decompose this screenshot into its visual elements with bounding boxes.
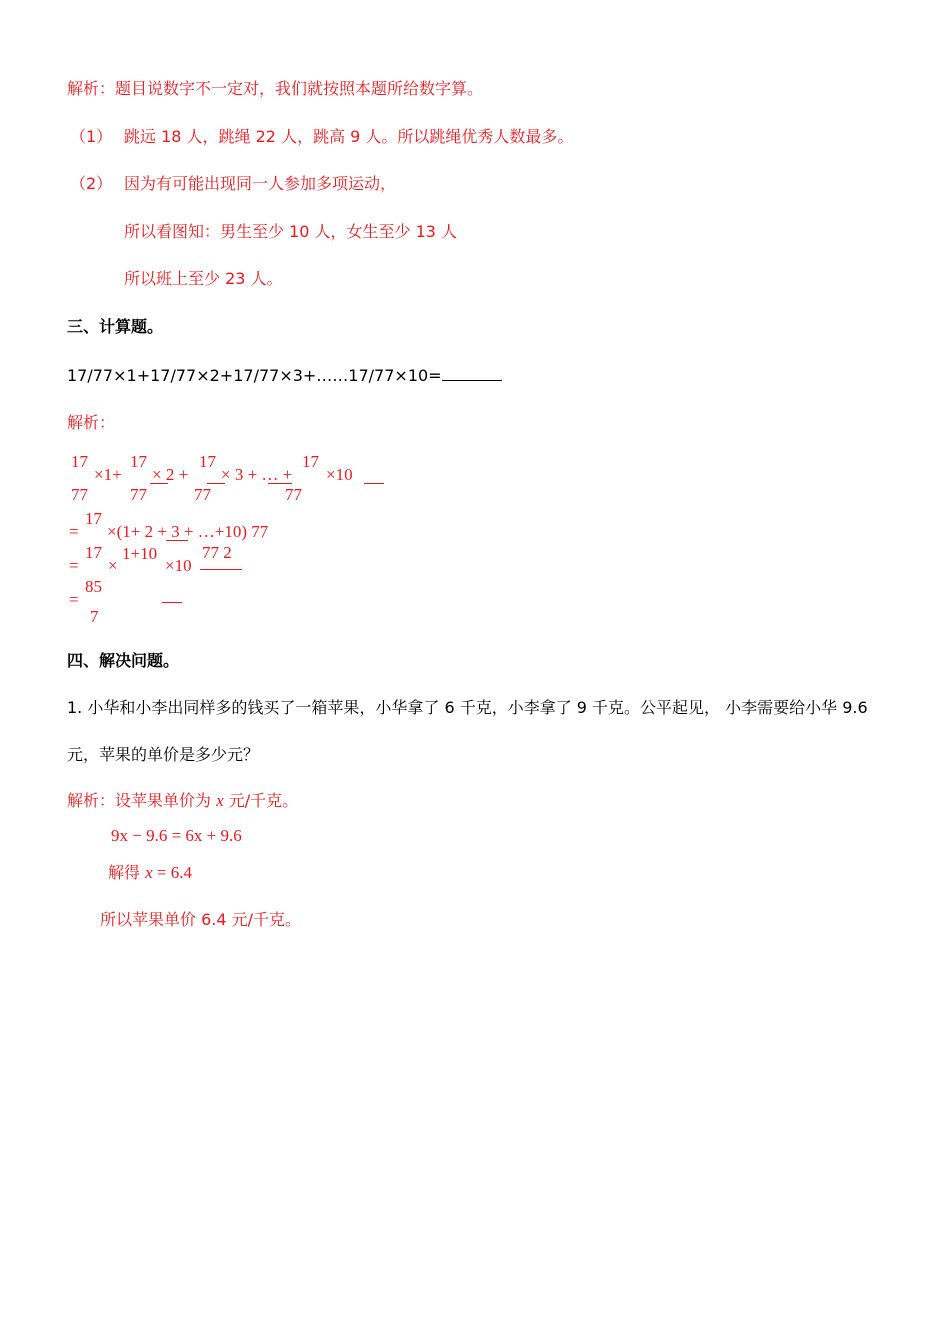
part2-line3: 所以班上至少 23 人。 bbox=[124, 269, 283, 288]
math-l1-op1: ×1+ bbox=[94, 465, 122, 484]
analysis-intro: 解析：题目说数字不一定对，我们就按照本题所给数字算。 bbox=[67, 79, 484, 98]
math-l3-equals: = bbox=[69, 556, 79, 575]
math-l3-frac: 1+10 bbox=[122, 544, 158, 563]
solve-variable: x bbox=[145, 863, 153, 882]
math-l2-equals: = bbox=[69, 522, 79, 541]
math-l3-times: × bbox=[108, 556, 118, 575]
solve-pre: 解得 bbox=[108, 863, 146, 882]
q1-conclusion: 所以苹果单价 6.4 元/千克。 bbox=[100, 910, 302, 929]
part2-number: （2） bbox=[70, 174, 113, 193]
part1-text: 跳远 18 人，跳绳 22 人，跳高 9 人。所以跳绳优秀人数最多。 bbox=[124, 127, 574, 146]
question-expression: 17/77×1+17/77×2+17/77×3+……17/77×10= bbox=[67, 366, 442, 385]
math-l1-fracbar2 bbox=[150, 483, 168, 484]
math-l1-op2: × 2 + bbox=[152, 465, 189, 484]
solution-line bbox=[108, 862, 192, 884]
math-l4-equals: = bbox=[69, 590, 79, 609]
math-l1-op3: × 3 + … + bbox=[221, 465, 293, 484]
math-l4-den: 7 bbox=[90, 607, 99, 626]
q1-analysis bbox=[67, 790, 298, 812]
math-l2-strike bbox=[166, 540, 188, 541]
section4-heading: 四、解决问题。 bbox=[67, 651, 180, 670]
part2-line2: 所以看图知：男生至少 10 人，女生至少 13 人 bbox=[124, 222, 458, 241]
math-l1-num3: 17 bbox=[199, 452, 216, 471]
answer-blank bbox=[442, 364, 502, 381]
math-l1-den3: 77 bbox=[194, 485, 211, 504]
math-l3-rest: ×10 bbox=[165, 556, 192, 575]
math-l1-trailing-line bbox=[364, 483, 384, 484]
math-l4-num: 85 bbox=[85, 577, 102, 596]
math-l2-rest: ×(1+ 2 + 3 + …+10) 77 bbox=[107, 522, 269, 541]
section3-question bbox=[67, 364, 502, 387]
math-l3-num: 17 bbox=[85, 543, 102, 562]
part1-number: （1） bbox=[70, 127, 113, 146]
math-l1-den1: 77 bbox=[71, 485, 88, 504]
analysis-pre: 解析：设苹果单价为 bbox=[67, 791, 217, 810]
math-l1-num2: 17 bbox=[130, 452, 147, 471]
math-l3-fracbar bbox=[200, 569, 242, 570]
math-l1-op4: ×10 bbox=[326, 465, 353, 484]
section3-analysis-label: 解析： bbox=[67, 413, 116, 432]
analysis-post: 元/千克。 bbox=[223, 791, 299, 810]
math-l1-den4: 77 bbox=[285, 485, 302, 504]
math-l4-fracbar bbox=[162, 602, 182, 603]
q1-line2: 元，苹果的单价是多少元？ bbox=[67, 745, 260, 764]
math-l3-tail: 77 2 bbox=[202, 543, 232, 562]
section3-heading: 三、计算题。 bbox=[67, 317, 164, 336]
part2-text: 因为有可能出现同一人参加多项运动， bbox=[124, 174, 397, 193]
math-l1-num4: 17 bbox=[302, 452, 319, 471]
q1-line1: 1. 小华和小李出同样多的钱买了一箱苹果，小华拿了 6 千克，小李拿了 9 千克。公平起见， 小李需要给小华 9.6 bbox=[67, 698, 868, 717]
solve-post: = 6.4 bbox=[152, 863, 192, 882]
math-l1-den2: 77 bbox=[130, 485, 147, 504]
math-l1-num1: 17 bbox=[71, 452, 88, 471]
variable-x: x bbox=[216, 791, 224, 810]
math-l2-num: 17 bbox=[85, 509, 102, 528]
equation-1: 9x − 9.6 = 6x + 9.6 bbox=[111, 826, 242, 845]
